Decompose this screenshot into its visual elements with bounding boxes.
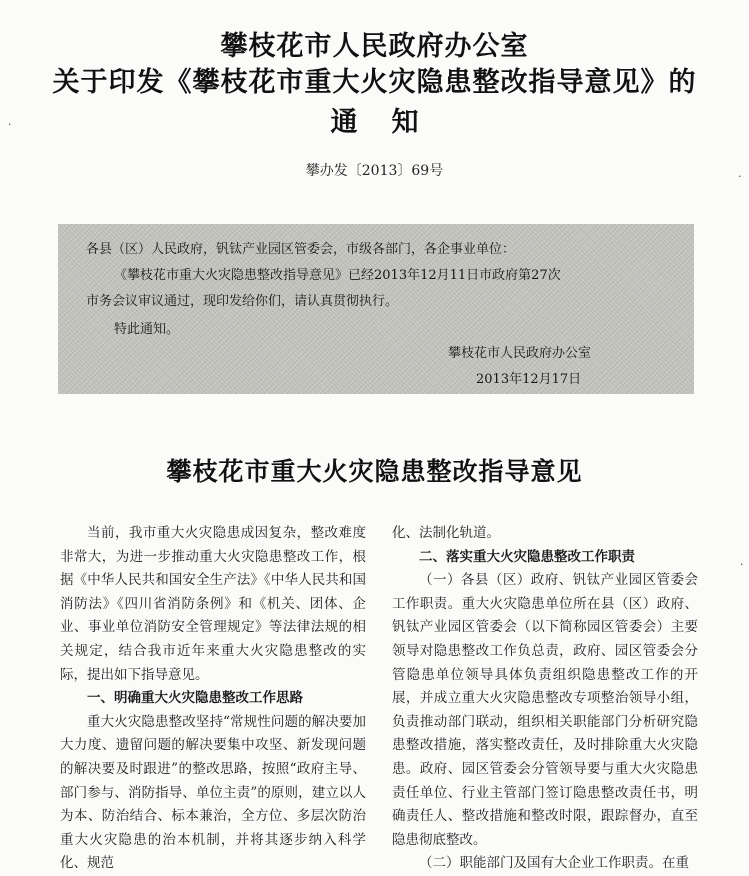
continuation-paragraph: 化、法制化轨道。 bbox=[392, 525, 500, 541]
subsection-paragraph: 重大火灾隐患单位所在县（区）政府、钒钛产业园区管委会（以下简称园区管委会）主要领导对隐患整改工作负总责，政府、园区管委会分管隐患单位领导具体负责组织隐患整改工作的开展，并成立重大火灾隐患整改专项整治领导小组，负责推动部门联动，组织相关职能部门分析研究隐患整改措施，落实整改责任，及时排除重大火灾隐患。政府、园区管委会分管领导要与重大火灾隐患责任单位、行业主管部门签订隐患整改责任书，明确责任人、整改措施和整改时限，跟踪督办，直至隐患彻底整改。 bbox=[392, 595, 699, 848]
subsection-heading: （一）各县（区）政府、钒钛产业园区管委会工作职责。 bbox=[392, 572, 698, 612]
section-paragraph: 重大火灾隐患整改坚持“常规性问题的解决要加大力度、遗留问题的解决要集中攻坚、新发现问题的解决要及时跟进”的整改思路，按照“政府主导、部门参与、消防指导、单位主责”的原则，建立以人为本、防治结合、标本兼治，全方位、多层次防治重大火灾隐患的治本机制，并将其逐步纳入科学化、规范 bbox=[60, 713, 366, 872]
notice-addressees: 各县（区）人民政府，钒钛产业园区管委会，市级各部门，各企事业单位： bbox=[86, 242, 516, 257]
notice-word-title: 通知 bbox=[330, 107, 453, 138]
left-column bbox=[60, 522, 366, 876]
notice-box bbox=[58, 224, 694, 394]
subsection-heading: （二）职能部门及国有大企业工作职责。 bbox=[419, 855, 662, 872]
section-heading: 二、落实重大火灾隐患整改工作职责 bbox=[419, 548, 635, 565]
subsection-paragraph: 在重 bbox=[662, 855, 689, 872]
document-number: 攀办发〔2013〕69号 bbox=[305, 163, 444, 179]
notice-date: 2013年12月17日 bbox=[476, 372, 582, 387]
scan-speck: · bbox=[740, 558, 744, 571]
notice-body-line: 《攀枝花市重大火灾隐患整改指导意见》已经2013年12月11日市政府第27次 bbox=[114, 268, 561, 283]
issuer-title: 攀枝花市人民政府办公室 bbox=[220, 31, 529, 62]
intro-paragraph: 当前，我市重大火灾隐患成因复杂，整改难度非常大，为进一步推动重大火灾隐患整改工作，根据《中华人民共和国安全生产法》《中华人民共和国消防法》《四川省消防条例》和《机关、团体、企业、事业单位消防安全管理规定》等法律法规的相关规定，结合我市近年来重大火灾隐患整改的实际，提出如下指导意见。 bbox=[60, 525, 366, 683]
document-title: 攀枝花市重大火灾隐患整改指导意见 bbox=[166, 457, 583, 486]
notice-subject-title: 关于印发《攀枝花市重大火灾隐患整改指导意见》的 bbox=[52, 67, 697, 98]
notice-body-line: 市务会议审议通过，现印发给你们，请认真贯彻执行。 bbox=[86, 294, 399, 309]
right-column bbox=[392, 522, 698, 876]
notice-closing: 特此通知。 bbox=[114, 322, 180, 337]
section-heading: 一、明确重大火灾隐患整改工作思路 bbox=[87, 690, 303, 707]
scan-speck: · bbox=[8, 118, 12, 131]
scan-speck: · bbox=[738, 170, 742, 183]
notice-signature: 攀枝花市人民政府办公室 bbox=[448, 346, 592, 361]
